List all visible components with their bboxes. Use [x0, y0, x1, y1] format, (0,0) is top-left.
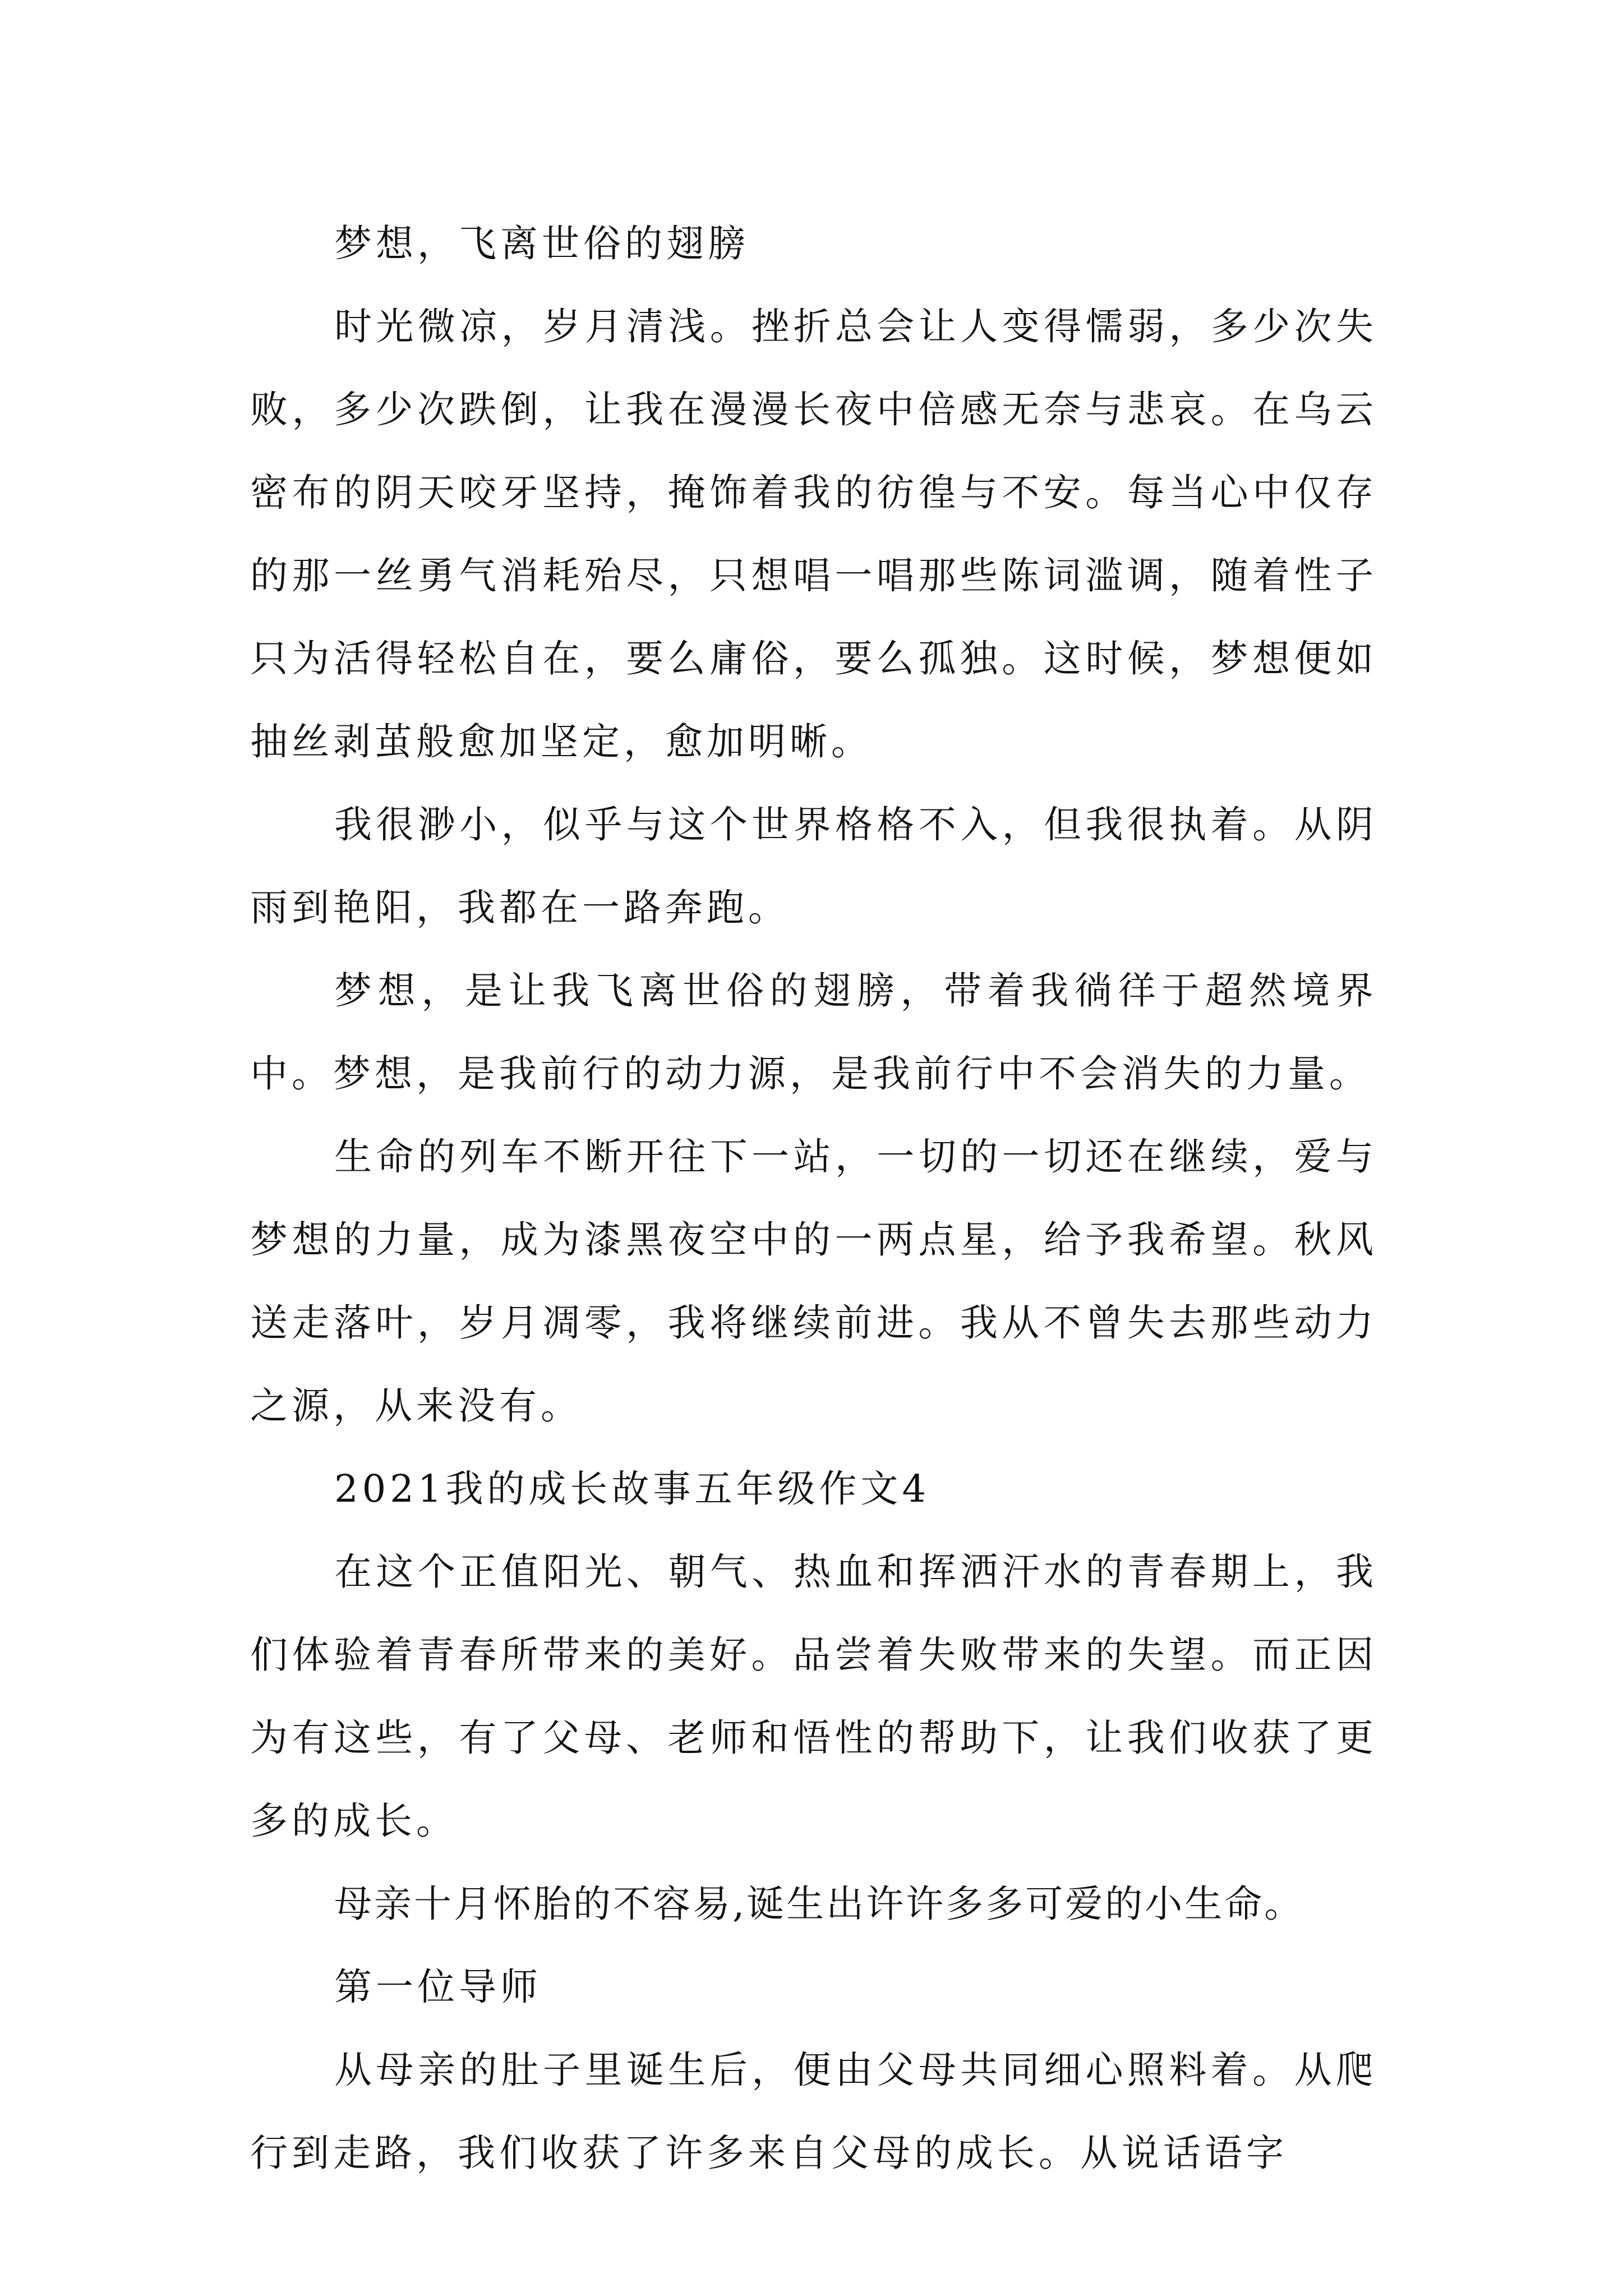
paragraph: 梦想，是让我飞离世俗的翅膀，带着我徜徉于超然境界中。梦想，是我前行的动力源，是我前行中不会消失的力量。: [250, 969, 1377, 1096]
paragraph: 生命的列车不断开往下一站，一切的一切还在继续，爱与梦想的力量，成为漆黑夜空中的一两点星，给予我希望。秋风送走落叶，岁月凋零，我将继续前进。我从不曾失去那些动力之源，从来没有。: [250, 1135, 1377, 1428]
subsection-title: 第一位导师: [334, 1965, 542, 2009]
paragraph: 从母亲的肚子里诞生后，便由父母共同细心照料着。从爬行到走路，我们收获了许多来自父母的成长。从说话语字: [250, 2048, 1377, 2175]
section-title: 2021我的成长故事五年级作文4: [334, 1467, 930, 1511]
paragraph: 母亲十月怀胎的不容易,诞生出许许多多可爱的小生命。: [334, 1882, 1304, 1926]
paragraph: 我很渺小，似乎与这个世界格格不入，但我很执着。从阴雨到艳阳，我都在一路奔跑。: [250, 803, 1377, 930]
paragraph: 在这个正值阳光、朝气、热血和挥洒汗水的青春期上，我们体验着青春所带来的美好。品尝着失败带来的失望。而正因为有这些，有了父母、老师和悟性的帮助下，让我们收获了更多的成长。: [250, 1550, 1377, 1843]
essay-title: 梦想，飞离世俗的翅膀: [334, 222, 749, 265]
document-body: [250, 202, 1377, 2194]
paragraph: 时光微凉，岁月清浅。挫折总会让人变得懦弱，多少次失败，多少次跌倒，让我在漫漫长夜中倍感无奈与悲哀。在乌云密布的阴天咬牙坚持，掩饰着我的彷徨与不安。每当心中仅存的那一丝勇气消耗殆尽，只想唱一唱那些陈词滥调，随着性子只为活得轻松自在，要么庸俗，要么孤独。这时候，梦想便如抽丝剥茧般愈加坚定，愈加明晰。: [250, 305, 1377, 763]
